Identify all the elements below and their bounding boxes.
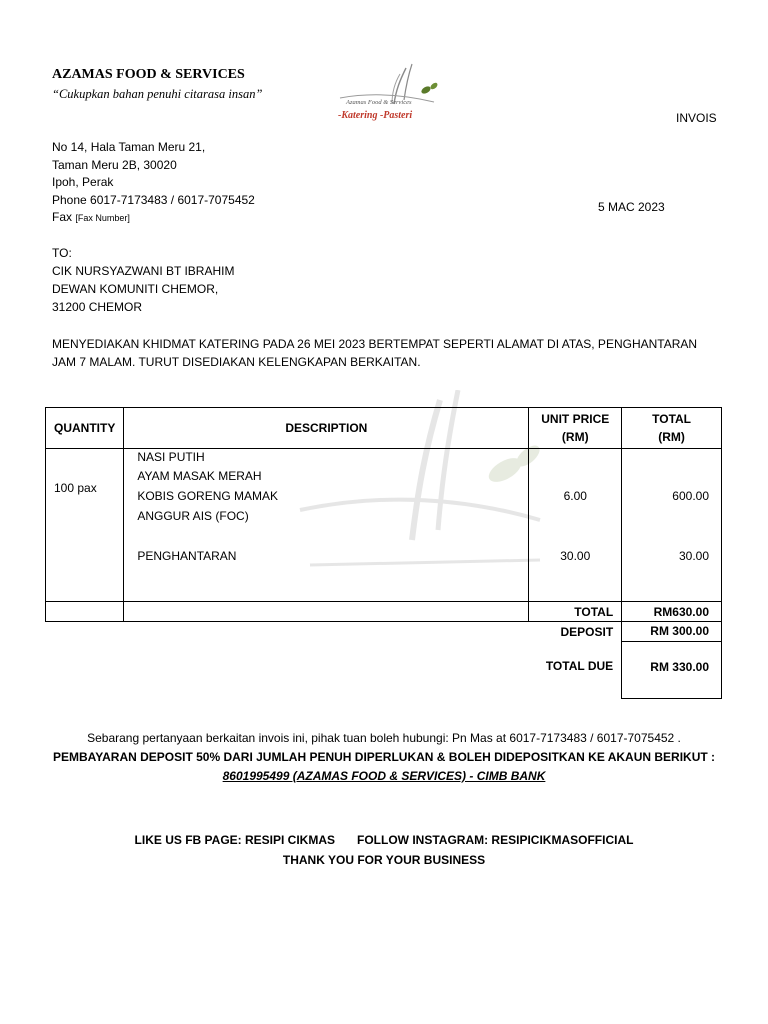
deposit-row <box>46 622 722 642</box>
item-line-1: NASI PUTIH <box>137 450 205 464</box>
header-total-line-1: TOTAL <box>652 412 692 426</box>
header-unit-price-line-2: (RM) <box>561 430 589 444</box>
total-due-label: TOTAL DUE <box>545 659 614 673</box>
item-line-4: ANGGUR AIS (FOC) <box>137 509 249 523</box>
item-quantity: 100 pax <box>54 481 97 495</box>
instagram-account: FOLLOW INSTAGRAM: RESIPICIKMASOFFICIAL <box>357 833 634 847</box>
delivery-label: PENGHANTARAN <box>137 549 237 563</box>
header-quantity: QUANTITY <box>46 408 124 449</box>
total-row <box>46 602 722 622</box>
address-line-1: No 14, Hala Taman Meru 21, <box>52 140 206 154</box>
recipient-place: DEWAN KOMUNITI CHEMOR, <box>52 282 219 296</box>
total-due-row <box>46 641 722 698</box>
company-logo <box>334 60 452 128</box>
header-unit-price-line-1: UNIT PRICE <box>541 412 610 426</box>
header-total <box>622 408 722 449</box>
to-label: TO: <box>52 246 72 260</box>
recipient-name: CIK NURSYAZWANI BT IBRAHIM <box>52 264 235 278</box>
fax-line <box>52 209 255 228</box>
item-total-cell <box>622 449 722 602</box>
logo-text: Azamas Food & Services <box>346 99 412 106</box>
total-value: RM630.00 <box>622 602 722 622</box>
total-due-value: RM 330.00 <box>622 641 722 698</box>
recipient-block <box>52 244 234 316</box>
deposit-label: DEPOSIT <box>560 624 614 639</box>
item-total: 600.00 <box>672 489 709 503</box>
header-description: DESCRIPTION <box>124 408 529 449</box>
service-description: MENYEDIAKAN KHIDMAT KATERING PADA 26 MEI 2023 BERTEMPAT SEPERTI ALAMAT DI ATAS, PENGHANTARAN JAM 7 MALAM. TURUT DISEDIAKAN KELENGKAPAN BERKAITAN. <box>52 337 698 369</box>
fax-label: Fax <box>52 210 73 224</box>
header-unit-price <box>529 408 622 449</box>
item-line-2: AYAM MASAK MERAH <box>137 469 262 483</box>
bank-account: 8601995499 (AZAMAS FOOD & SERVICES) - CIMB BANK <box>222 769 546 783</box>
item-unit-price: 6.00 <box>563 489 587 503</box>
enquiry-note: Sebarang pertanyaan berkaitan invois ini, pihak tuan boleh hubungi: Pn Mas at 6017-7173483 / 6017-7075452 . <box>87 731 681 745</box>
address-line-2: Taman Meru 2B, 30020 <box>52 157 177 172</box>
company-address <box>52 139 255 228</box>
item-quantity-cell <box>46 449 124 602</box>
table-header-row <box>46 408 722 449</box>
document-type: INVOIS <box>676 111 717 125</box>
total-label: TOTAL <box>529 602 622 622</box>
company-tagline: “Cukupkan bahan penuhi citarasa insan” <box>52 87 263 101</box>
delivery-unit-price: 30.00 <box>560 549 591 563</box>
deposit-value: RM 300.00 <box>622 622 722 642</box>
header-total-line-2: (RM) <box>658 430 685 444</box>
payment-note: PEMBAYARAN DEPOSIT 50% DARI JUMLAH PENUH DIPERLUKAN & BOLEH DIDEPOSITKAN KE AKAUN BERIKUT : <box>52 750 716 764</box>
item-unit-price-cell <box>529 449 622 602</box>
address-line-3: Ipoh, Perak <box>52 175 114 189</box>
phone-line: Phone 6017-7173483 / 6017-7075452 <box>52 192 255 207</box>
fax-value: [Fax Number] <box>75 213 130 223</box>
facebook-page: LIKE US FB PAGE: RESIPI CIKMAS <box>134 833 336 847</box>
invoice-date: 5 MAC 2023 <box>598 200 665 214</box>
item-line-3: KOBIS GORENG MAMAK <box>137 489 279 503</box>
thank-you-note: THANK YOU FOR YOUR BUSINESS <box>282 853 486 867</box>
social-links <box>0 831 768 850</box>
company-name: AZAMAS FOOD & SERVICES <box>52 67 245 82</box>
logo-brand: -Katering -Pasteri <box>338 110 413 121</box>
invoice-table <box>45 407 722 699</box>
recipient-postcode: 31200 CHEMOR <box>52 300 143 314</box>
table-row <box>46 449 722 602</box>
item-description-cell <box>124 449 529 602</box>
delivery-total: 30.00 <box>678 549 709 563</box>
